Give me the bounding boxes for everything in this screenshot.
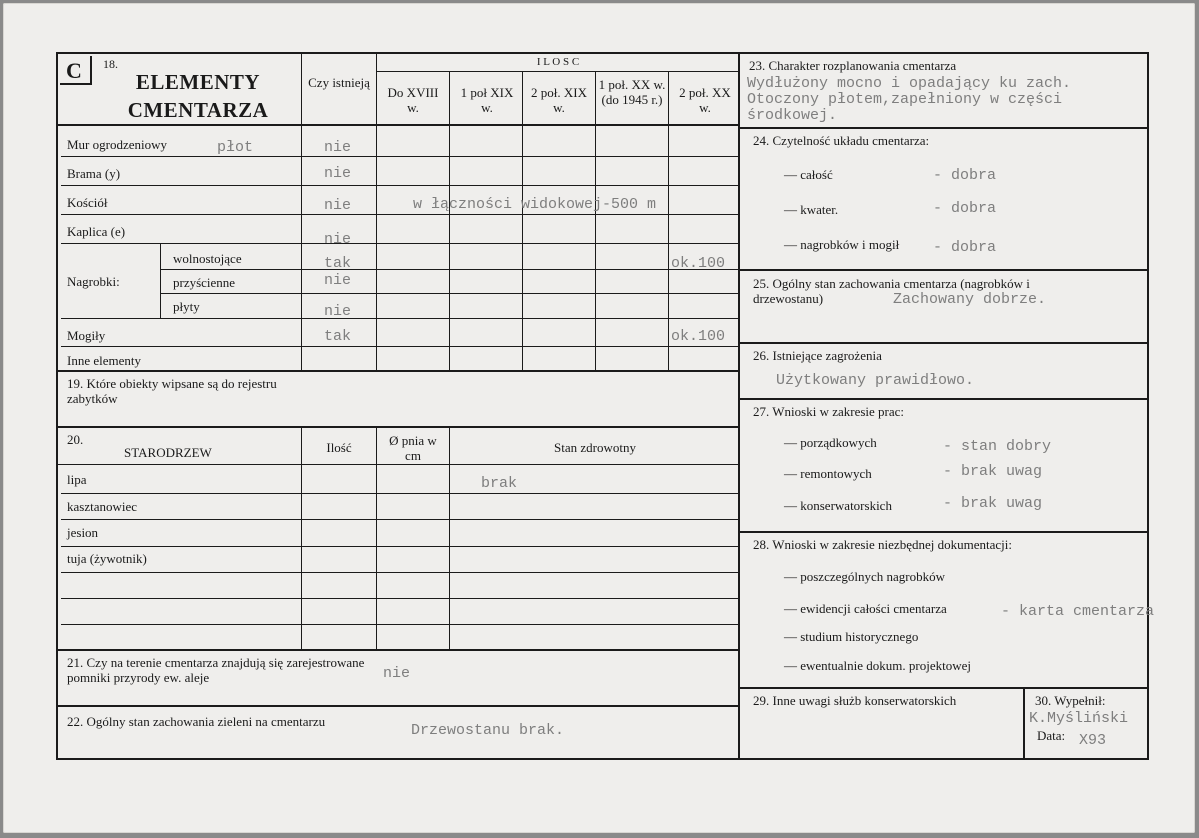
rule [376, 52, 377, 372]
section-21-label: 21. Czy na terenie cmentarza znajdują się zarejestrowane pomniki przyrody ew. aleje [67, 655, 365, 686]
filler-name: K.Myśliński [1029, 710, 1129, 727]
section-24-label: 24. Czytelność układu cmentarza: [753, 133, 930, 148]
rule [301, 52, 302, 372]
col-exist-header: Czy istnieją [308, 75, 370, 90]
section-25-value: Zachowany dobrze. [893, 291, 1047, 308]
section-23-label: 23. Charakter rozplanowania cmentarza [749, 58, 957, 73]
rule [56, 426, 740, 428]
period-header: 2 poł. XX w. [679, 85, 731, 116]
date-value: X93 [1079, 732, 1107, 749]
rule [61, 346, 740, 347]
rule [61, 546, 740, 547]
period-header: 1 poł XIX w. [460, 85, 514, 116]
rule [668, 71, 669, 372]
tree-name: jesion [67, 525, 99, 540]
section-26-label: 26. Istniejące zagrożenia [753, 348, 882, 363]
section-26-value: Użytkowany prawidłowo. [776, 372, 975, 389]
rule [522, 71, 523, 372]
tree-health-value: brak [481, 475, 518, 492]
documentation-item: — poszczególnych nagrobków [784, 569, 946, 584]
section-30-label: 30. Wypełnił: [1035, 693, 1106, 708]
rule [740, 127, 1149, 129]
section-20-number: 20. [67, 432, 84, 447]
rule [740, 269, 1149, 271]
rule [61, 572, 740, 573]
middle-divider [738, 52, 740, 760]
legibility-value: - dobra [933, 239, 997, 256]
rule [61, 156, 740, 157]
exists-value: nie [324, 303, 352, 320]
tree-name: tuja (żywotnik) [67, 551, 147, 566]
exists-value: nie [324, 139, 352, 156]
rule [740, 342, 1149, 344]
rule [61, 185, 740, 186]
rule [61, 318, 740, 319]
mur-note: płot [217, 139, 254, 156]
section-19-label: 19. Które obiekty wipsane są do rejestru zabytków [67, 376, 277, 407]
row-label-plyty: płyty [173, 299, 200, 314]
section-27-label: 27. Wnioski w zakresie prac: [753, 404, 905, 419]
rule [595, 71, 596, 372]
rule [376, 71, 740, 72]
exists-value: nie [324, 197, 352, 214]
documentation-item: — studium historycznego [784, 629, 919, 644]
works-item: — porządkowych [784, 435, 877, 450]
last-period-count: ok.100 [671, 255, 726, 272]
rule [61, 243, 740, 244]
section-25-label: 25. Ogólny stan zachowania cmentarza (nagrobków i drzewostanu) [753, 276, 1030, 307]
rule [161, 269, 740, 270]
tree-name: lipa [67, 472, 87, 487]
rule [61, 624, 740, 625]
row-label-przyscienne: przyścienne [173, 275, 236, 290]
rule [1023, 687, 1025, 760]
rule [61, 598, 740, 599]
row-label-wolnostojace: wolnostojące [173, 251, 242, 266]
date-label: Data: [1037, 728, 1066, 743]
rule [161, 293, 740, 294]
col-diam-header: Ø pnia w cm [389, 433, 437, 464]
col-count-header: I L O S C [536, 56, 580, 68]
rule [376, 428, 377, 651]
works-item: — remontowych [784, 466, 872, 481]
rule [160, 243, 161, 318]
period-header: 1 poł. XX w. (do 1945 r.) [598, 77, 666, 108]
rule [61, 519, 740, 520]
section-22-label: 22. Ogólny stan zachowania zieleni na cmentarzu [67, 714, 326, 729]
section-28-label: 28. Wnioski w zakresie niezbędnej dokumentacji: [753, 537, 1012, 552]
works-item: — konserwatorskich [784, 498, 892, 513]
legibility-item: — kwater. [784, 202, 839, 217]
rule [56, 124, 740, 126]
exists-value: nie [324, 231, 352, 248]
rule [56, 464, 740, 465]
exists-value: tak [324, 328, 352, 345]
rule [56, 705, 740, 707]
legibility-item: — nagrobków i mogił [784, 237, 900, 252]
starodrzew-title: STARODRZEW [124, 445, 212, 460]
row-label-mogily: Mogiły [67, 328, 106, 343]
right-border [1147, 52, 1149, 760]
rule [740, 687, 1149, 689]
section-letter: C [66, 58, 82, 83]
tree-name: kasztanowiec [67, 499, 138, 514]
form-title-line1: ELEMENTY [135, 70, 261, 94]
documentation-item: — ewentualnie dokum. projektowej [784, 658, 972, 673]
rule [56, 649, 740, 651]
row-label-brama: Brama (y) [67, 166, 121, 181]
section-21-value: nie [383, 665, 411, 682]
rule [301, 428, 302, 651]
row-label-kosciol: Kościół [67, 195, 108, 210]
legibility-item: — całość [784, 167, 833, 182]
works-value: - brak uwag [943, 463, 1043, 480]
row-label-kaplica: Kaplica (e) [67, 224, 126, 239]
rule [449, 71, 450, 372]
section-29-label: 29. Inne uwagi służb konserwatorskich [753, 693, 957, 708]
documentation-item: — ewidencji całości cmentarza [784, 601, 947, 616]
works-value: - brak uwag [943, 495, 1043, 512]
documentation-value: - karta cmentarza [1001, 603, 1155, 620]
period-header: 2 poł. XIX w. [531, 85, 587, 116]
exists-value: nie [324, 272, 352, 289]
works-value: - stan dobry [943, 438, 1052, 455]
row-label-inne: Inne elementy [67, 353, 141, 368]
top-border [56, 52, 1149, 54]
exists-value: tak [324, 255, 352, 272]
rule [449, 428, 450, 651]
rule [740, 398, 1149, 400]
kosciol-note: w łączności widokowej-500 m [413, 196, 657, 213]
rule [740, 531, 1149, 533]
rule [56, 370, 740, 372]
legibility-value: - dobra [933, 200, 997, 217]
section-23-value: Wydłużony mocno i opadający ku zach. Otoczony płotem,zapełniony w części środkowej. [747, 75, 1072, 124]
nagrobki-label: Nagrobki: [67, 274, 120, 289]
left-border [56, 52, 58, 760]
section-number: 18. [103, 57, 118, 71]
period-header: Do XVIII w. [387, 85, 439, 116]
section-22-value: Drzewostanu brak. [411, 722, 565, 739]
last-period-count: ok.100 [671, 328, 726, 345]
col-health-header: Stan zdrowotny [554, 440, 636, 455]
row-label-mur: Mur ogrodzeniowy [67, 137, 168, 152]
legibility-value: - dobra [933, 167, 997, 184]
form-title-line2: CMENTARZA [127, 98, 269, 122]
record-card [3, 3, 1195, 833]
rule [61, 214, 740, 215]
col-qty-header: Ilość [326, 440, 352, 455]
exists-value: nie [324, 165, 352, 182]
bottom-border [56, 758, 1149, 760]
rule [61, 493, 740, 494]
